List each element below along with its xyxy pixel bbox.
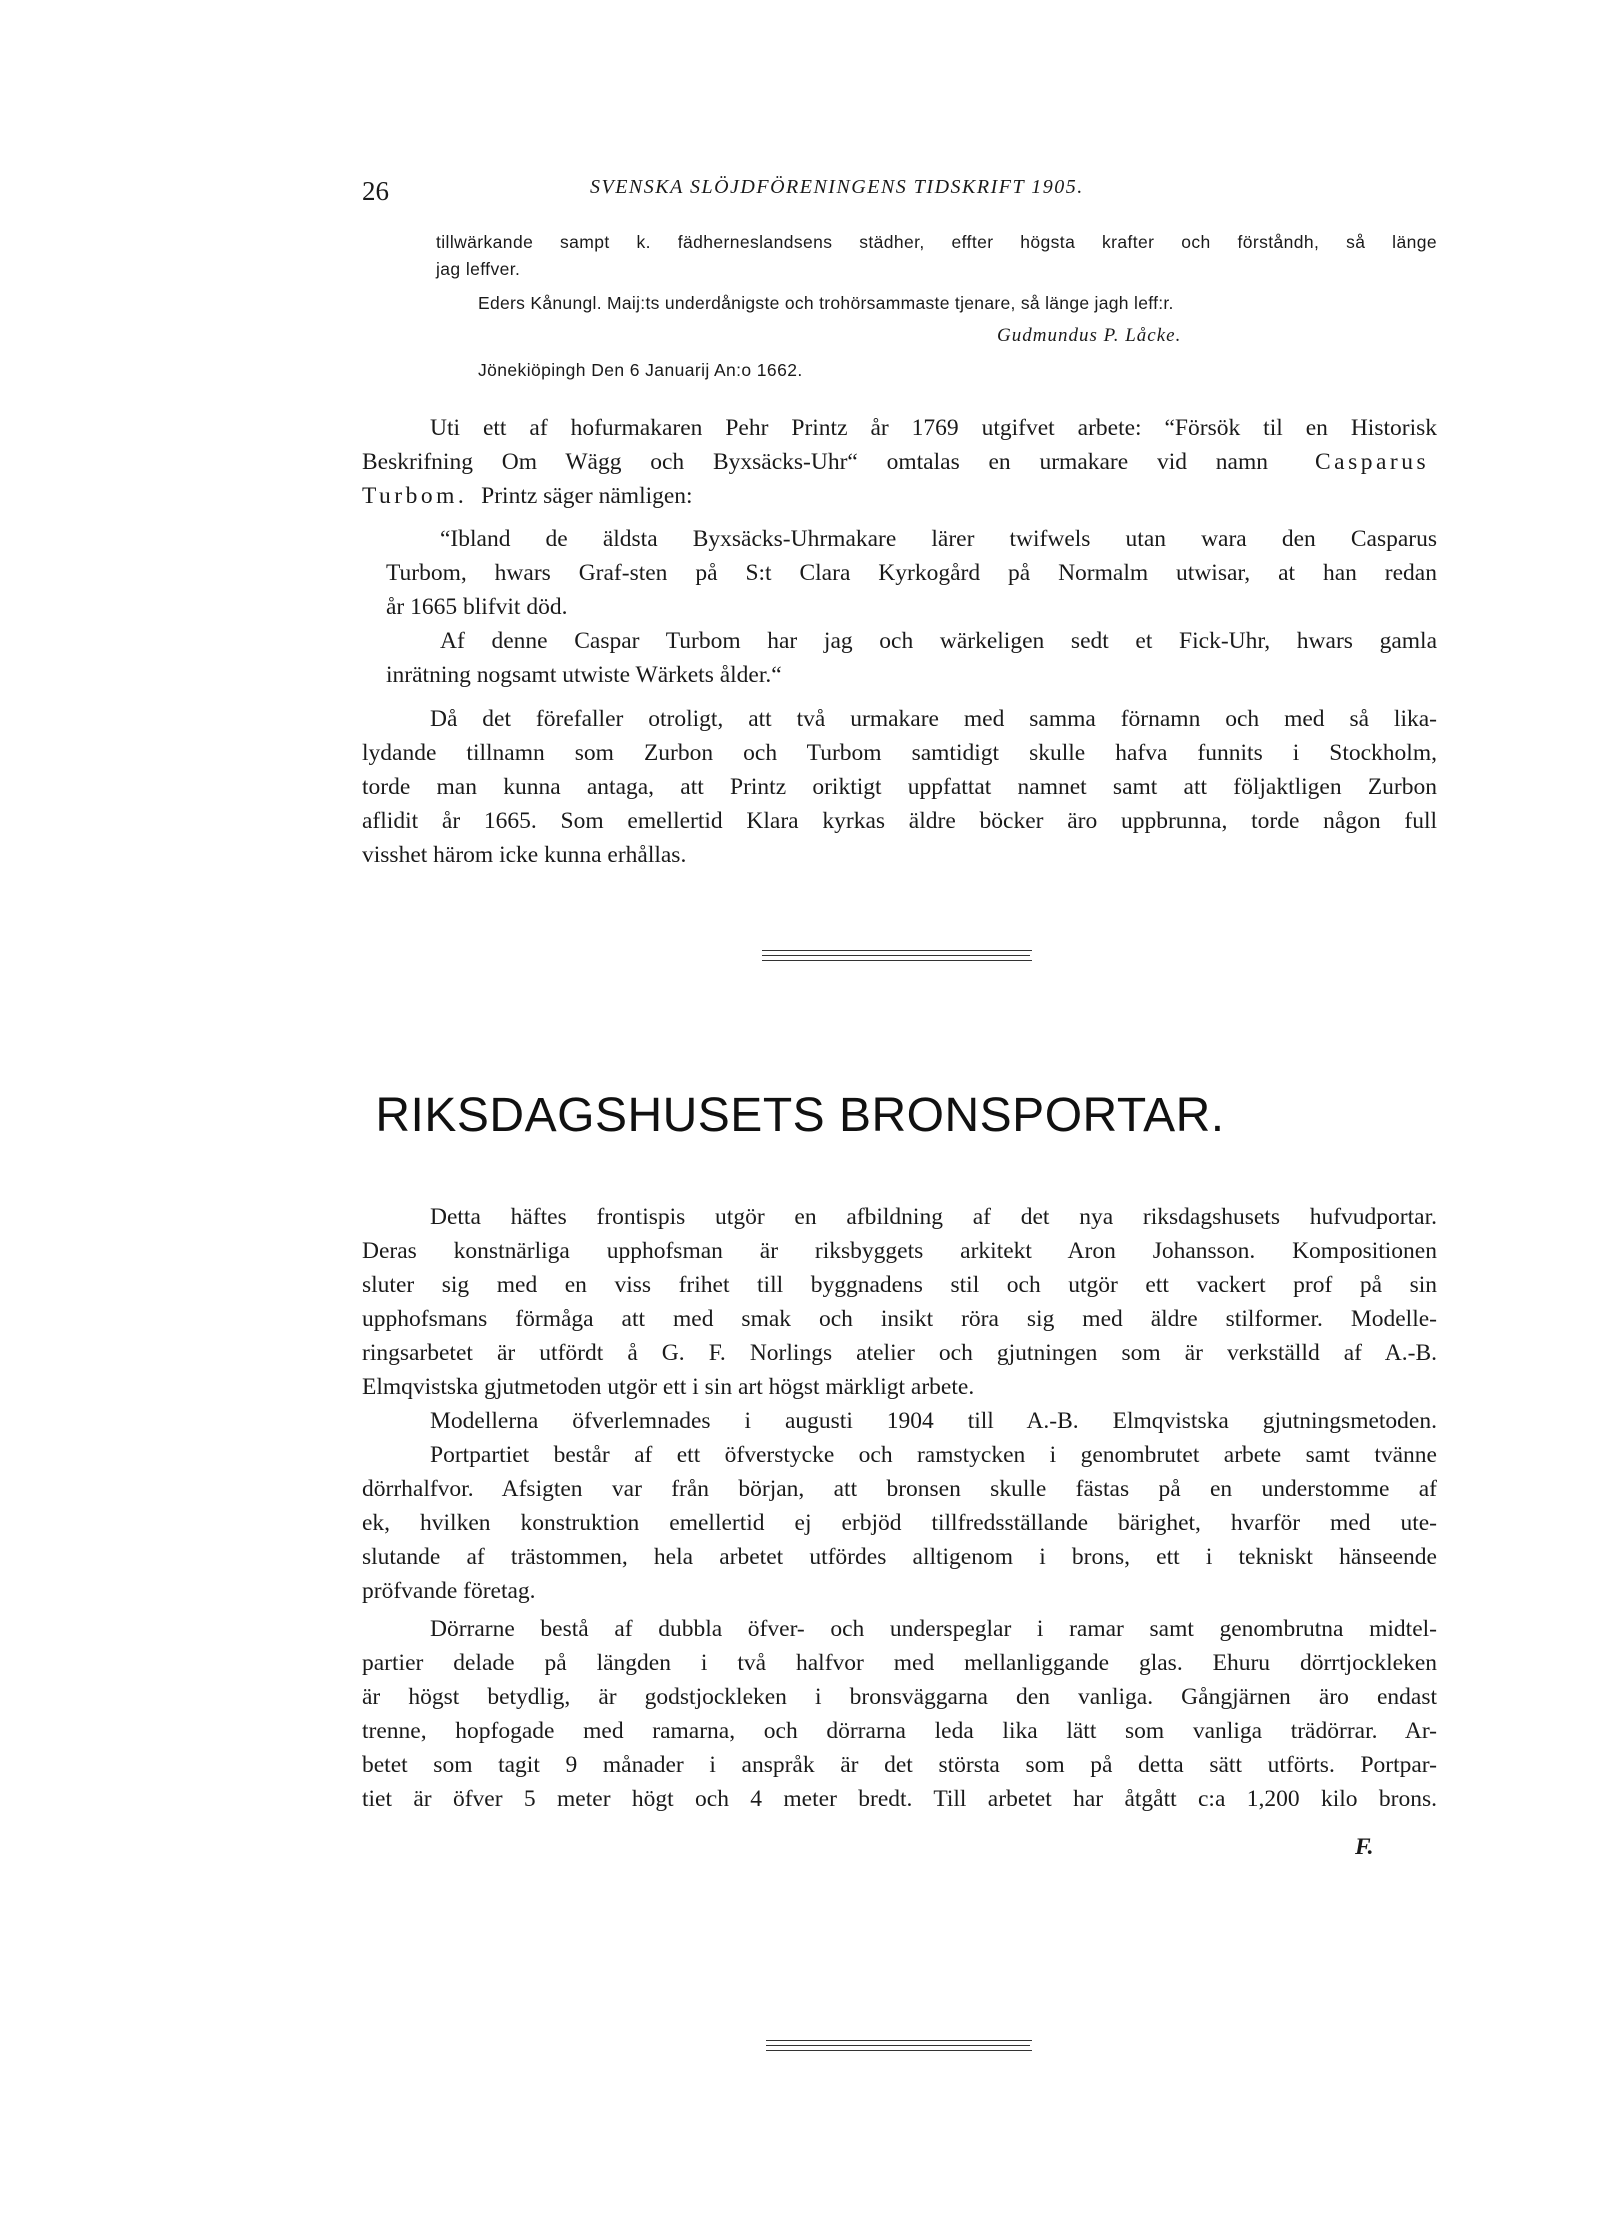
paragraph-line: Elmqvistska gjutmetoden utgör ett i sin art högst märkligt arbete. [362, 1374, 975, 1400]
quote-line: Af denne Caspar Turbom har jag och wärkeligen sedt et Fick-Uhr, hwars gamla [440, 628, 1437, 654]
quote-line: inrätning nogsamt utwiste Wärkets ålder.“ [386, 662, 782, 688]
paragraph-line: betet som tagit 9 månader i anspråk är det största som på detta sätt utförts. Portpar- [362, 1752, 1437, 1778]
letter-dateline: Jönekiöpingh Den 6 Januarij An:o 1662. [478, 360, 803, 380]
paragraph-line [362, 479, 693, 513]
letter-line: jag leffver. [436, 259, 521, 279]
paragraph-line: visshet härom icke kunna erhållas. [362, 842, 687, 868]
divider-rule [762, 960, 1032, 961]
paragraph-line: upphofsmans förmåga att med smak och insikt röra sig med äldre stilformer. Modelle- [362, 1306, 1437, 1332]
divider-rule [762, 950, 1032, 951]
paragraph-line: Modellerna öfverlemnades i augusti 1904 till A.-B. Elmqvistska gjutningsmetoden. [430, 1408, 1437, 1434]
paragraph-line: tiet är öfver 5 meter högt och 4 meter bredt. Till arbetet har åtgått c:a 1,200 kilo brons. [362, 1786, 1437, 1812]
paragraph-line: pröfvande företag. [362, 1578, 536, 1604]
divider-rule [766, 2040, 1032, 2041]
paragraph-line: ek, hvilken konstruktion emellertid ej erbjöd tillfredsställande bärighet, hvarför med ute- [362, 1510, 1437, 1536]
paragraph-line: är högst betydlig, är godstjockleken i bronsväggarna den vanliga. Gångjärnen äro endast [362, 1684, 1437, 1710]
page-number: 26 [362, 176, 389, 206]
paragraph-line: Beskrifning Om Wägg och Byxsäcks-Uhr“ omtalas en urmakare vid namn [362, 449, 1268, 475]
divider-rule [762, 955, 1030, 956]
paragraph-line: torde man kunna antaga, att Printz oriktigt uppfattat namnet samt att följaktligen Zurbon [362, 774, 1437, 800]
paragraph-line: Dörrarne bestå af dubbla öfver- och underspeglar i ramar samt genombrutna midtel- [430, 1616, 1437, 1642]
paragraph-line: trenne, hopfogade med ramarna, och dörrarna leda lika lätt som vanliga trädörrar. Ar- [362, 1718, 1437, 1744]
article-title: RIKSDAGSHUSETS BRONSPORTAR. [375, 1089, 1225, 1142]
quote-line: Turbom, hwars Graf-sten på S:t Clara Kyrkogård på Normalm utwisar, at han redan [386, 560, 1437, 586]
paragraph-text: Printz säger nämligen: [481, 483, 693, 509]
paragraph-line: slutande af trästommen, hela arbetet utfördes alltigenom i brons, ett i tekniskt hänseende [362, 1544, 1437, 1570]
name-spaced: Turbom. [362, 483, 468, 509]
paragraph-line: Portpartiet består af ett öfverstycke och ramstycken i genombrutet arbete samt tvänne [430, 1442, 1437, 1468]
article-signature: F. [1355, 1834, 1374, 1860]
paragraph-line: lydande tillnamn som Zurbon och Turbom samtidigt skulle hafva funnits i Stockholm, [362, 740, 1437, 766]
paragraph-line: partier delade på längden i två halfvor med mellanliggande glas. Ehuru dörrtjockleken [362, 1650, 1437, 1676]
quote-line: “Ibland de äldsta Byxsäcks-Uhrmakare lärer twifwels utan wara den Casparus [440, 526, 1437, 552]
running-header: SVENSKA SLÖJDFÖRENINGENS TIDSKRIFT 1905. [590, 176, 1084, 198]
letter-closing: Eders Kånungl. Maij:ts underdånigste och trohörsammaste tjenare, så länge jagh leff:r. [478, 293, 1174, 313]
divider-rule [766, 2045, 1030, 2046]
paragraph-line: sluter sig med en viss frihet till byggnadens stil och utgör ett vackert prof på sin [362, 1272, 1437, 1298]
paragraph-line: Då det förefaller otroligt, att två urmakare med samma förnamn och med så lika- [430, 706, 1437, 732]
paragraph-line: Detta häftes frontispis utgör en afbildning af det nya riksdagshusets hufvudportar. [430, 1204, 1437, 1230]
paragraph-line: aflidit år 1665. Som emellertid Klara kyrkas äldre böcker äro uppbrunna, torde någon full [362, 808, 1437, 834]
letter-signature: Gudmundus P. Låcke. [997, 325, 1182, 346]
letter-line: tillwärkande sampt k. fädherneslandsens städher, effter högsta krafter och förståndh, så länge [436, 232, 1437, 252]
paragraph-line: dörrhalfvor. Afsigten var från början, att bronsen skulle fästas på en understomme af [362, 1476, 1437, 1502]
divider-rule [766, 2050, 1032, 2051]
paragraph-line: Uti ett af hofurmakaren Pehr Printz år 1769 utgifvet arbete: “Försök til en Historisk [430, 415, 1437, 441]
quote-line: år 1665 blifvit död. [386, 594, 568, 620]
paragraph-line: Casparus [1315, 449, 1430, 475]
paragraph-line: Deras konstnärliga upphofsman är riksbyggets arkitekt Aron Johansson. Kompositionen [362, 1238, 1437, 1264]
paragraph-line: ringsarbetet är utfördt å G. F. Norlings atelier och gjutningen som är verkställd af A.-B. [362, 1340, 1437, 1366]
